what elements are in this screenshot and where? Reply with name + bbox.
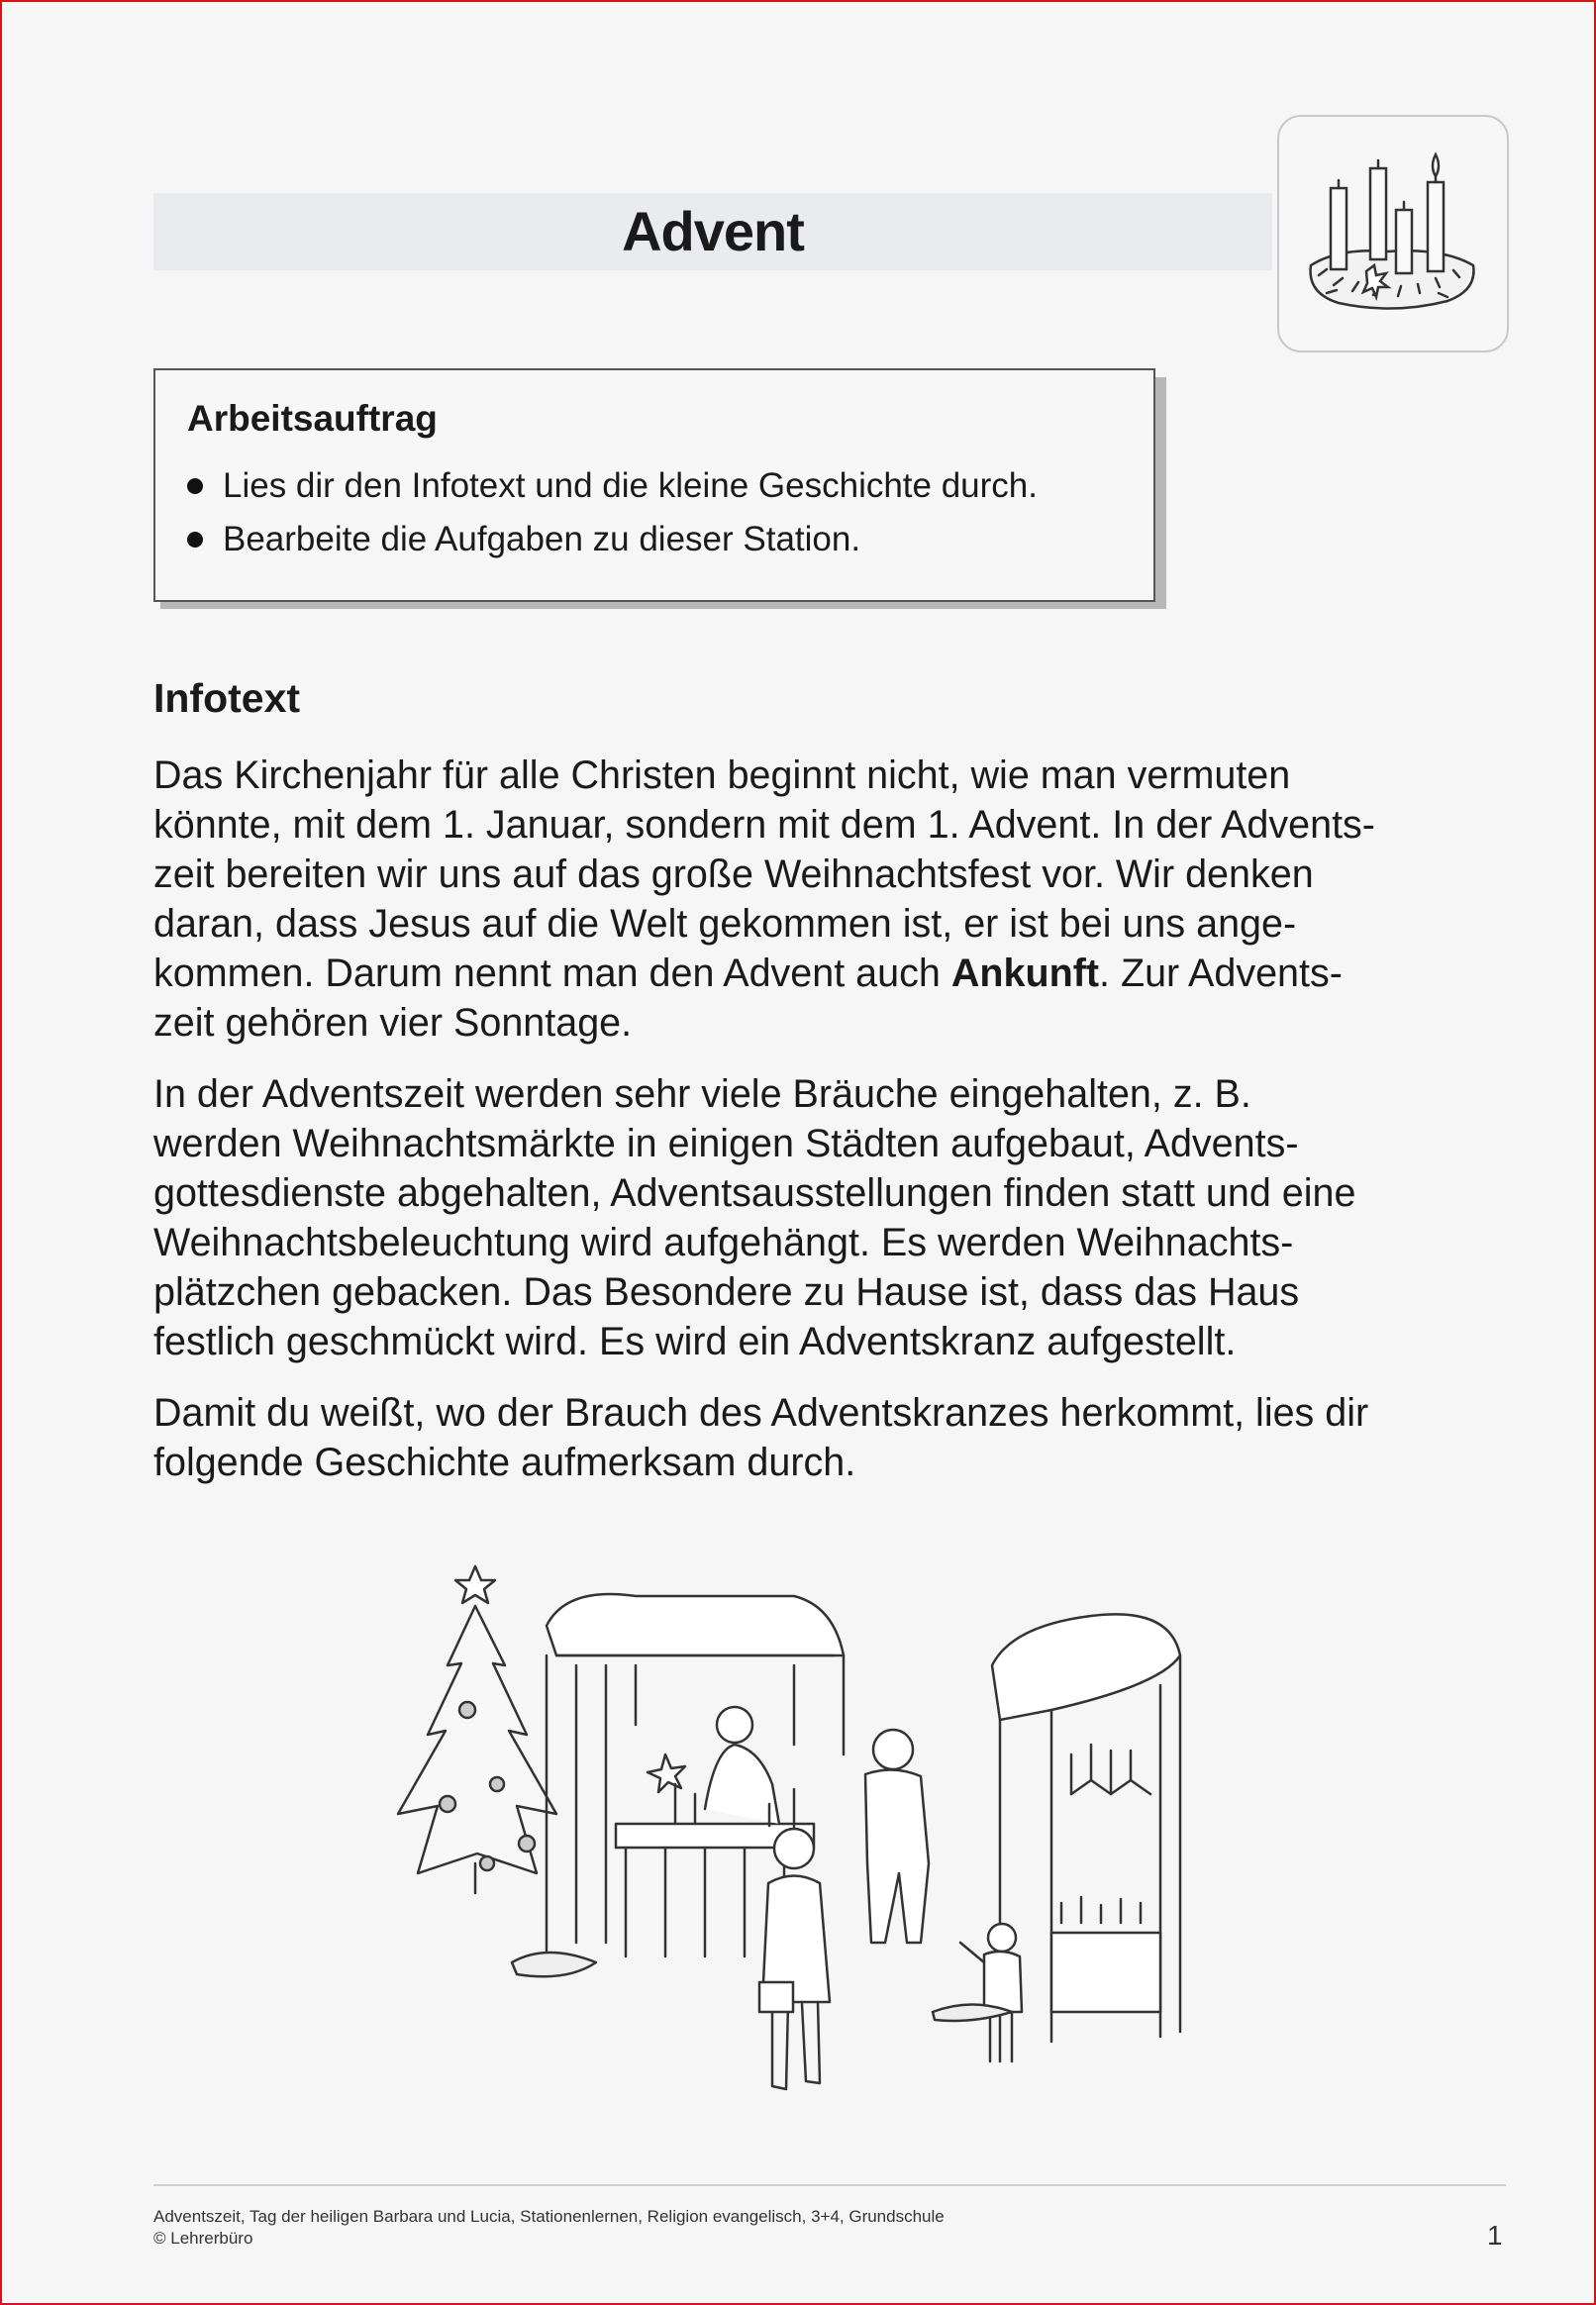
- info-paragraph-1: [153, 751, 1510, 1048]
- footer-rule: [153, 2184, 1506, 2186]
- advent-wreath-badge: [1277, 115, 1509, 352]
- text-line: Das Kirchenjahr für alle Christen beginnt nicht, wie man vermuten: [153, 753, 1291, 797]
- text-line: könnte, mit dem 1. Januar, sondern mit dem 1. Advent. In der Advents-: [153, 803, 1375, 847]
- infotext-heading: Infotext: [153, 675, 301, 721]
- bullet-icon: [187, 532, 203, 548]
- page-number: 1: [1487, 2220, 1503, 2251]
- bullet-icon: [187, 478, 203, 494]
- info-paragraph-2: [153, 1069, 1510, 1366]
- text-line: werden Weihnachtsmärkte in einigen Städten aufgebaut, Advents-: [153, 1122, 1299, 1165]
- footer: [153, 2206, 945, 2250]
- task-item: [187, 459, 1038, 513]
- info-paragraph-3: [153, 1388, 1510, 1487]
- advent-wreath-icon: [1279, 117, 1507, 351]
- text-line: zeit bereiten wir uns auf das große Weihnachtsfest vor. Wir denken: [153, 852, 1314, 896]
- footer-source: Adventszeit, Tag der heiligen Barbara und Lucia, Stationenlernen, Religion evangelisch, 3+4, Grundschule: [153, 2207, 945, 2226]
- text-line: In der Adventszeit werden sehr viele Bräuche eingehalten, z. B.: [153, 1072, 1251, 1116]
- text-line: Weihnachtsbeleuchtung wird aufgehängt. Es werden Weihnachts-: [153, 1221, 1294, 1264]
- text-line: daran, dass Jesus auf die Welt gekommen ist, er ist bei uns ange-: [153, 902, 1297, 946]
- task-item-text: Lies dir den Infotext und die kleine Geschichte durch.: [223, 466, 1038, 505]
- text-line: folgende Geschichte aufmerksam durch.: [153, 1441, 856, 1484]
- text-line: festlich geschmückt wird. Es wird ein Adventskranz aufgestellt.: [153, 1320, 1237, 1363]
- task-item-text: Bearbeite die Aufgaben zu dieser Station.: [223, 520, 861, 558]
- text-line: gottesdienste abgehalten, Adventsausstellungen finden statt und eine: [153, 1171, 1356, 1215]
- christmas-market-drawing: [378, 1547, 1269, 2141]
- page-title: Advent: [622, 200, 804, 262]
- keyword-ankunft: Ankunft: [950, 952, 1100, 995]
- task-list: [187, 459, 1038, 566]
- task-box: [153, 368, 1155, 602]
- footer-copyright: © Lehrerbüro: [153, 2229, 253, 2248]
- text-line: Damit du weißt, wo der Brauch des Adventskranzes herkommt, lies dir: [153, 1391, 1369, 1435]
- text-line: plätzchen gebacken. Das Besondere zu Hause ist, dass das Haus: [153, 1270, 1300, 1314]
- task-item: [187, 513, 1038, 566]
- text-line: kommen. Darum nennt man den Advent auch: [153, 952, 951, 995]
- text-line: zeit gehören vier Sonntage.: [153, 1001, 633, 1045]
- text-line: . Zur Advents-: [1099, 952, 1343, 995]
- christmas-market-illustration: [378, 1547, 1269, 2141]
- task-title: Arbeitsauftrag: [187, 398, 438, 439]
